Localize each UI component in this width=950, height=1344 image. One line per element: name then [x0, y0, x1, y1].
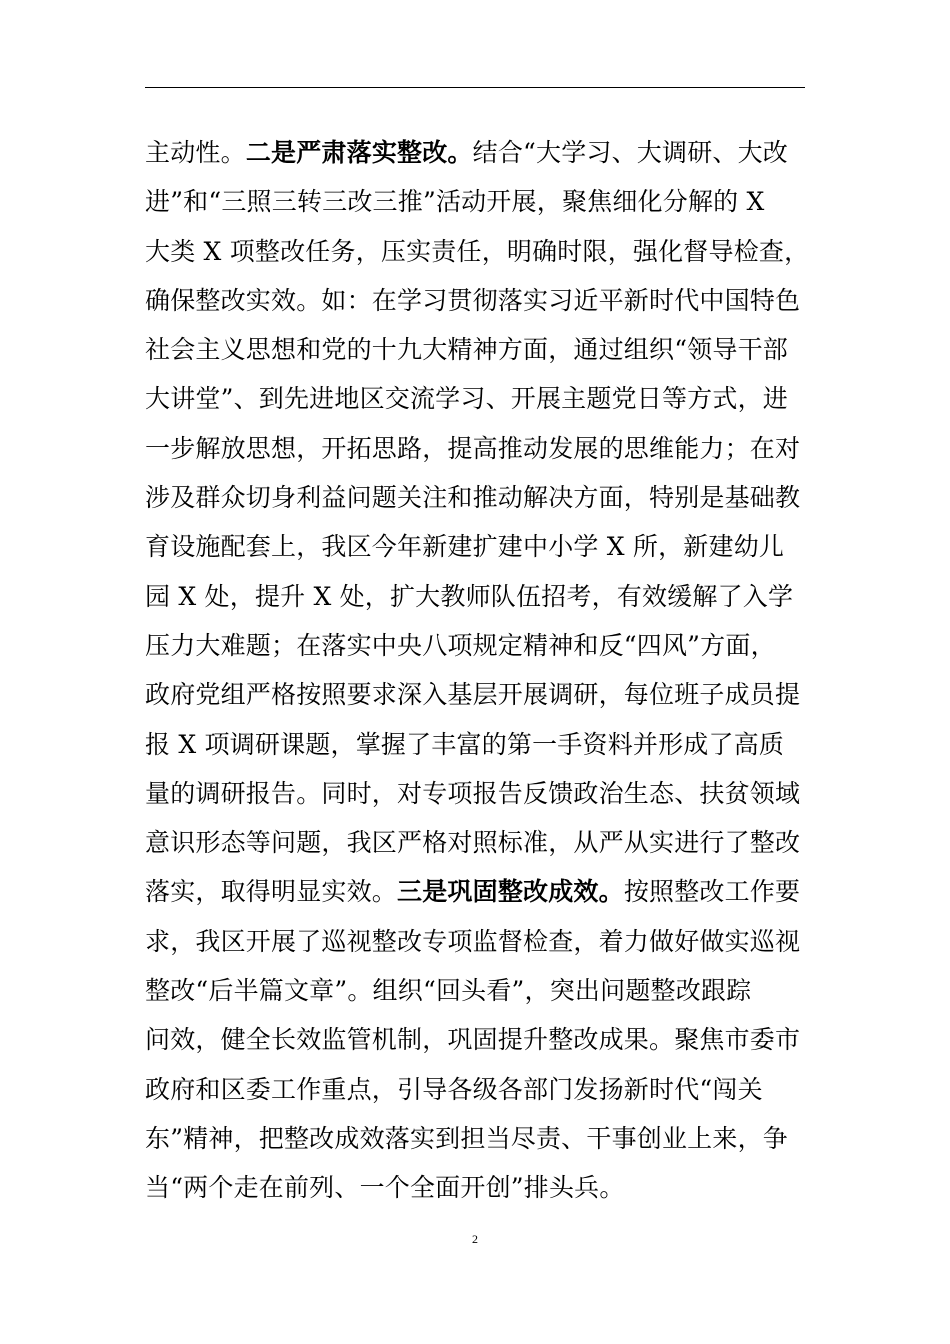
text-line	[145, 522, 815, 571]
text-line	[145, 128, 815, 177]
text-run: 东”精神，把整改成效落实到担当尽责、干事创业上来，争	[145, 1123, 788, 1153]
text-line	[145, 621, 815, 670]
text-run: 进”和“三照三转三改三推”活动开展，聚焦细化分解的 X	[145, 187, 765, 217]
bold-heading-phrase: 三是巩固整改成效。	[397, 877, 624, 907]
text-line	[145, 424, 815, 473]
text-line	[145, 374, 815, 423]
text-run: 意识形态等问题，我区严格对照标准，从严从实进行了整改	[145, 828, 801, 858]
text-run: 整改“后半篇文章”。组织“回头看”，突出问题整改跟踪	[145, 976, 752, 1006]
text-run: 涉及群众切身利益问题关注和推动解决方面，特别是基础教	[145, 483, 801, 513]
text-run: 政府和区委工作重点，引导各级各部门发扬新时代“闯关	[145, 1074, 763, 1104]
text-line	[145, 1163, 815, 1212]
text-line	[145, 227, 815, 276]
text-run: 主动性。	[145, 138, 246, 167]
text-line	[145, 572, 815, 621]
text-line	[145, 276, 815, 325]
text-line	[145, 325, 815, 374]
text-line	[145, 1015, 815, 1064]
body-paragraph	[145, 128, 815, 1213]
bold-heading-phrase: 二是严肃落实整改。	[245, 138, 473, 167]
text-run: 报 X 项调研课题，掌握了丰富的第一手资料并形成了高质	[145, 729, 785, 759]
text-run: 结合“大学习、大调研、大改	[472, 138, 789, 167]
text-line	[145, 917, 815, 966]
text-line	[145, 966, 815, 1015]
text-run: 量的调研报告。同时，对专项报告反馈政治生态、扶贫领域	[145, 778, 801, 808]
text-run: 政府党组严格按照要求深入基层开展调研，每位班子成员提	[145, 680, 801, 710]
text-line	[145, 720, 815, 769]
text-run: 大讲堂”、到先进地区交流学习、开展主题党日等方式，进	[145, 384, 788, 414]
text-run: 社会主义思想和党的十九大精神方面，通过组织“领导干部	[145, 335, 788, 365]
text-line	[145, 769, 815, 818]
text-line	[145, 473, 815, 522]
text-run: 确保整改实效。如：在学习贯彻落实习近平新时代中国特色	[145, 285, 801, 315]
text-line	[145, 1065, 815, 1114]
page-number: 2	[472, 1232, 478, 1246]
text-run: 一步解放思想，开拓思路，提高推动发展的思维能力；在对	[145, 433, 801, 463]
text-run: 落实，取得明显实效。	[145, 877, 398, 907]
text-run: 求，我区开展了巡视整改专项监督检查，着力做好做实巡视	[145, 926, 801, 956]
text-run: 育设施配套上，我区今年新建扩建中小学 X 所，新建幼儿	[145, 532, 785, 562]
text-line	[145, 177, 815, 226]
text-run: 压力大难题；在落实中央八项规定精神和反“四风”方面，	[145, 630, 776, 660]
text-line	[145, 1114, 815, 1163]
text-run: 问效，健全长效监管机制，巩固提升整改成果。聚焦市委市	[145, 1025, 801, 1055]
header-rule	[145, 87, 805, 88]
text-line	[145, 818, 815, 867]
text-line	[145, 867, 815, 916]
text-run: 大类 X 项整改任务，压实责任，明确时限，强化督导检查，	[145, 236, 810, 266]
text-run: 园 X 处，提升 X 处，扩大教师队伍招考，有效缓解了入学	[145, 581, 794, 611]
text-run: 当“两个走在前列、一个全面开创”排头兵。	[145, 1173, 625, 1203]
text-run: 按照整改工作要	[623, 877, 801, 907]
text-line	[145, 670, 815, 719]
